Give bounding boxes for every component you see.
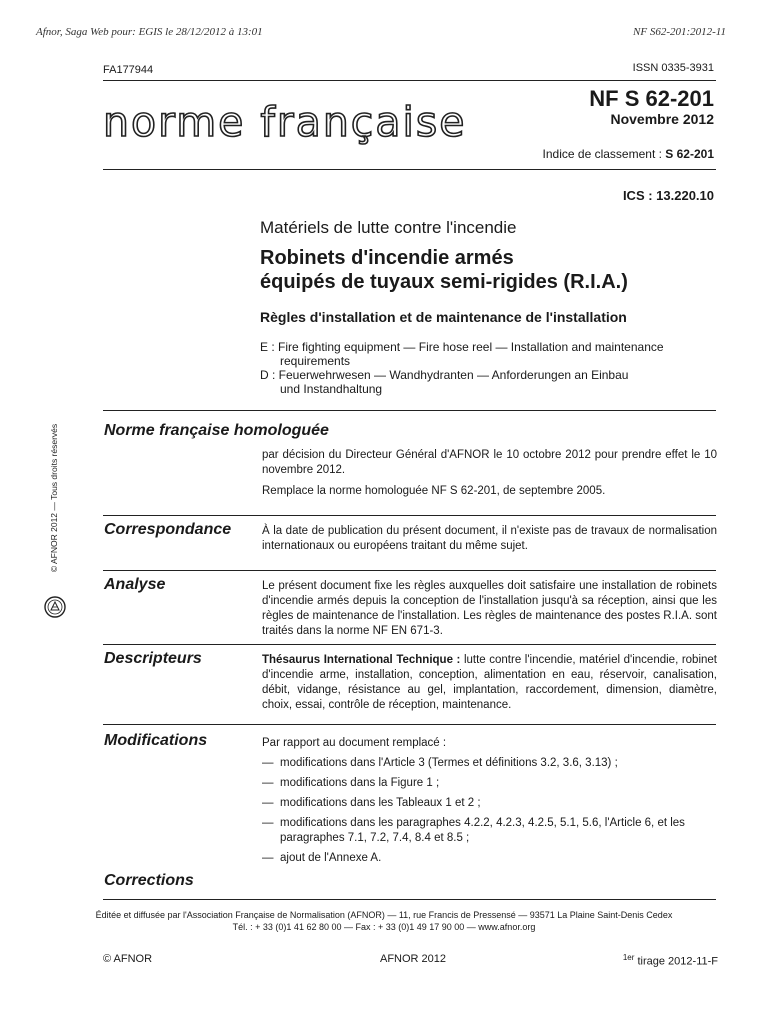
section-label-modifications: Modifications bbox=[104, 732, 208, 749]
norme-francaise-title: norme française bbox=[103, 98, 467, 146]
list-item-text: ajout de l'Annexe A. bbox=[280, 852, 382, 864]
publication-date: Novembre 2012 bbox=[610, 111, 714, 127]
section-label-descripteurs: Descripteurs bbox=[104, 650, 202, 667]
list-item-text: modifications dans l'Article 3 (Termes et définitions 3.2, 3.6, 3.13) ; bbox=[280, 757, 618, 769]
section-label-corrections: Corrections bbox=[104, 872, 194, 889]
modifications-list bbox=[262, 736, 722, 866]
title-line-2: équipés de tuyaux semi-rigides (R.I.A.) bbox=[260, 271, 628, 293]
footer-rule bbox=[103, 899, 716, 900]
list-item-text: modifications dans les Tableaux 1 et 2 ; bbox=[280, 797, 481, 809]
document-subtitle: Règles d'installation et de maintenance de l'installation bbox=[260, 309, 627, 325]
classification-index bbox=[543, 147, 714, 161]
publisher-contact: Tél. : + 33 (0)1 41 62 80 00 — Fax : + 33 (0)1 49 17 90 00 — www.afnor.org bbox=[232, 922, 536, 932]
ics-code: ICS : 13.220.10 bbox=[622, 188, 714, 203]
section-rule-1 bbox=[103, 410, 716, 411]
document-subject: Matériels de lutte contre l'incendie bbox=[260, 218, 517, 237]
english-title-line-1: E : Fire fighting equipment — Fire hose reel — Installation and maintenance bbox=[260, 340, 664, 354]
thesaurus-label: Thésaurus International Technique : bbox=[262, 654, 461, 666]
top-rule bbox=[103, 80, 716, 81]
section-rule-5 bbox=[103, 724, 716, 725]
list-item: — ajout de l'Annexe A. bbox=[262, 852, 382, 864]
german-title bbox=[260, 368, 690, 396]
german-title-line-2: und Instandhaltung bbox=[280, 382, 383, 396]
analyse-text: Le présent document fixe les règles auxquelles doit satisfaire une installation de robinets d'incendie armés depuis la conception de l'installation jusqu'à sa réception, ainsi que les règles de maintenance de l'installation. Les règles de maintenance des postes R.I.A. sont traités dans la norme NF EN 671-3. bbox=[262, 580, 717, 637]
english-title bbox=[260, 340, 690, 368]
section-rule-4 bbox=[103, 644, 716, 645]
document-watermark-ref: NF S62-201:2012-11 bbox=[633, 26, 726, 38]
section-rule-2 bbox=[103, 515, 716, 516]
correspondance-text: À la date de publication du présent document, il n'existe pas de travaux de normalisation internationaux ou européens traitant du même sujet. bbox=[262, 525, 717, 552]
descripteurs-keywords: lutte contre l'incendie, matériel d'incendie, robinet d'incendie arme, installation, conception, alimentation en eau, réservoir, canalisation, débit, vidange, résistance au gel, implantation, raccordement, dimension, diamètre, choix, essai, contrôle de réception, maintenance. bbox=[262, 654, 717, 711]
list-item-text: modifications dans les paragraphes 4.2.2, 4.2.3, 4.2.5, 5.1, 5.6, l'Article 6, et les paragraphes 7.1, 7.2, 7.4, 8.4 et 8.5 ; bbox=[280, 817, 685, 844]
section-rule-3 bbox=[103, 570, 716, 571]
section-label-analyse: Analyse bbox=[104, 576, 166, 593]
homologuee-paragraph-1: par décision du Directeur Général d'AFNOR le 10 octobre 2012 pour prendre effet le 10 novembre 2012. bbox=[262, 449, 717, 476]
descripteurs-text bbox=[262, 653, 717, 713]
list-item: — modifications dans les paragraphes 4.2.2, 4.2.3, 4.2.5, 5.1, 5.6, l'Article 6, et les paragraphes 7.1, 7.2, 7.4, 8.4 et 8.5 ; bbox=[262, 816, 722, 846]
list-item: — modifications dans les Tableaux 1 et 2 ; bbox=[262, 797, 481, 809]
title-line-1: Robinets d'incendie armés bbox=[260, 247, 514, 269]
print-run bbox=[623, 953, 718, 968]
issn: ISSN 0335-3931 bbox=[632, 62, 714, 74]
english-title-line-2: requirements bbox=[280, 354, 351, 368]
section-label-homologuee: Norme française homologuée bbox=[104, 422, 329, 439]
footer-center: AFNOR 2012 bbox=[380, 953, 447, 965]
print-run-ordinal: 1er bbox=[622, 953, 635, 962]
german-title-line-1: D : Feuerwehrwesen — Wandhydranten — Anforderungen an Einbau bbox=[260, 368, 629, 382]
homologuee-paragraph-2: Remplace la norme homologuée NF S 62-201, de septembre 2005. bbox=[262, 485, 606, 497]
list-item: — modifications dans la Figure 1 ; bbox=[262, 777, 440, 789]
rights-notice: © AFNOR 2012 — Tous droits réservés bbox=[49, 423, 59, 573]
masthead-rule bbox=[103, 169, 716, 170]
section-label-correspondance: Correspondance bbox=[104, 521, 232, 538]
document-title bbox=[260, 246, 628, 294]
classification-value: S 62-201 bbox=[665, 147, 714, 161]
homologuee-text bbox=[262, 448, 717, 499]
document-code: FA177944 bbox=[103, 64, 154, 76]
classification-label: Indice de classement : bbox=[542, 147, 662, 161]
publisher-info bbox=[0, 909, 768, 933]
standard-reference: NF S 62-201 bbox=[589, 86, 714, 111]
print-run-text: tirage 2012-11-F bbox=[637, 955, 718, 968]
publisher-address: Éditée et diffusée par l'Association Française de Normalisation (AFNOR) — 11, rue Francis de Pressensé — 93571 La Plaine Saint-Denis Cedex bbox=[95, 910, 673, 920]
download-watermark: Afnor, Saga Web pour: EGIS le 28/12/2012 à 13:01 bbox=[36, 26, 263, 38]
modifications-intro: Par rapport au document remplacé : bbox=[262, 737, 447, 749]
afnor-seal-icon bbox=[44, 595, 66, 624]
list-item-text: modifications dans la Figure 1 ; bbox=[280, 777, 440, 789]
copyright: © AFNOR bbox=[103, 953, 153, 965]
list-item: — modifications dans l'Article 3 (Termes et définitions 3.2, 3.6, 3.13) ; bbox=[262, 757, 618, 769]
